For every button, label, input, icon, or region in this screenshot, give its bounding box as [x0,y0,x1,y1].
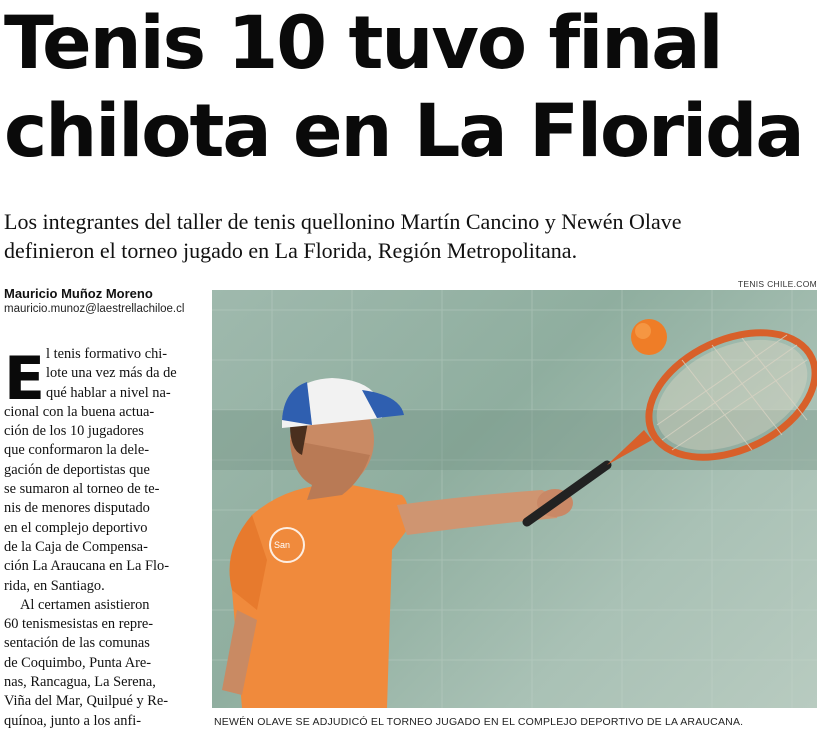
deck-line-2: definieron el torneo jugado en La Florida, Región Metropolitana. [4,238,578,263]
headline-line-1: Tenis 10 tuvo final [4,1,722,86]
body-line: nis de menores disputado [4,500,150,517]
body-line: ción de los 10 jugadores [4,423,144,440]
headline [4,0,819,176]
body-line: gación de deportistas que [4,461,150,478]
body-line: de la Caja de Compensa- [4,538,148,555]
body-line: que conformaron la dele- [4,442,150,459]
body-line: de Coquimbo, Punta Are- [4,654,152,671]
body-line: en el complejo deportivo [4,519,148,536]
deck [4,207,819,265]
body-line: 60 tenismesistas en repre- [4,616,154,633]
photo-illustration [212,290,817,708]
article-photo [212,290,817,708]
body-line: Al certamen asistieron [20,596,150,613]
body-line: lote una vez más da de [46,365,177,382]
body-line: se sumaron al torneo de te- [4,481,160,498]
body-line: l tenis formativo chi- [46,346,168,362]
byline-email: mauricio.munoz@laestrellachiloe.cl [4,303,185,315]
headline-line-2: chilota en La Florida [4,89,803,174]
article-body [4,345,190,731]
photo-caption: NEWÉN OLAVE SE ADJUDICÓ EL TORNEO JUGADO EN EL COMPLEJO DEPORTIVO DE LA ARAUCANA. [214,716,744,728]
shirt-logo-text: San [274,540,291,550]
deck-line-1: Los integrantes del taller de tenis quellonino Martín Cancino y Newén Olave [4,209,682,234]
body-line: ción La Araucana en La Flo- [4,558,170,575]
byline-name: Mauricio Muñoz Moreno [4,286,153,301]
body-line: qué hablar a nivel na- [46,384,171,401]
body-line: quínoa, junto a los anfi- [4,712,142,729]
body-line: Viña del Mar, Quilpué y Re- [4,693,169,710]
photo-credit: TENIS CHILE.COM [737,279,817,289]
body-line: cional con la buena actua- [4,403,155,420]
body-line: rida, en Santiago. [4,577,105,594]
body-line: nas, Rancagua, La Serena, [4,674,156,691]
dropcap: E [4,344,45,414]
body-line: sentación de las comunas [4,635,150,652]
